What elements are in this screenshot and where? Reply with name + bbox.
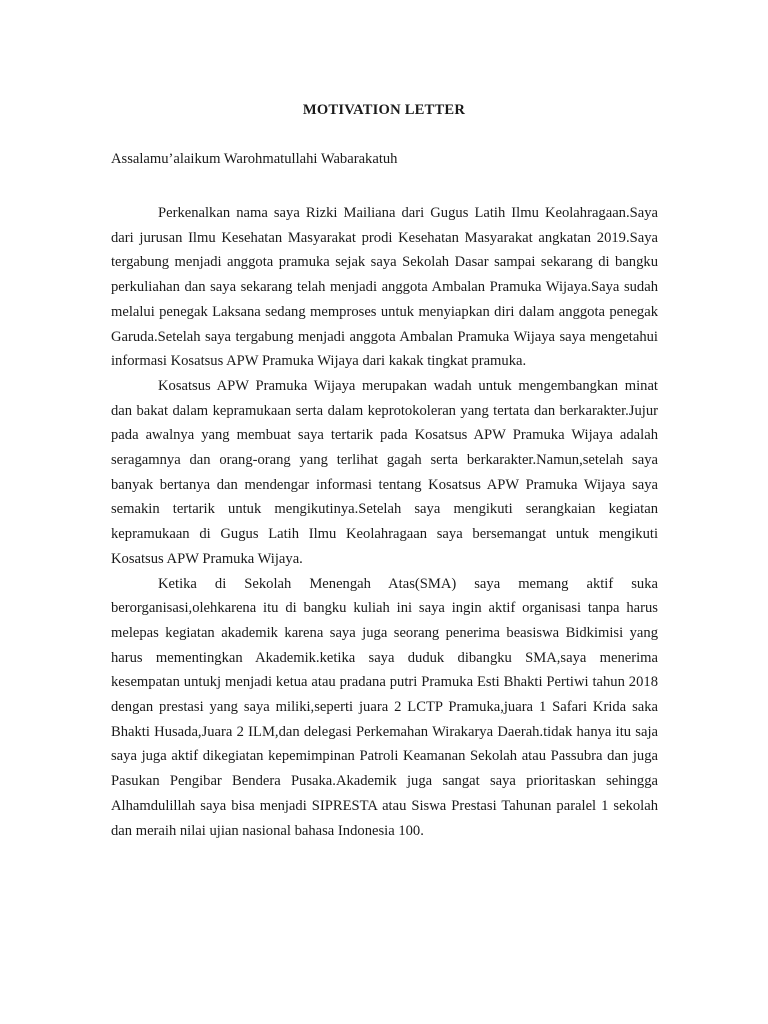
document-title: MOTIVATION LETTER	[302, 102, 466, 118]
letter-body	[111, 201, 658, 843]
greeting-line: Assalamu’alaikum Warohmatullahi Wabarakatuh	[111, 151, 398, 167]
paragraph-experience: Ketika di Sekolah Menengah Atas(SMA) saya memang aktif suka berorganisasi,olehkarena itu di bangku kuliah ini saya ingin aktif organisasi tanpa harus melepas kegiatan akademik karena saya juga seorang penerima beasiswa Bidkimisi yang harus mementingkan Akademik.ketika saya duduk dibangku SMA,saya menerima kesempatan untukj menjadi ketua atau pradana putri Pramuka Esti Bhakti Pertiwi tahun 2018 dengan prestasi yang saya miliki,seperti juara 2 LCTP Pramuka,juara 1 Safari Krida saka Bhakti Husada,Juara 2 ILM,dan delegasi Perkemahan Wirakarya Daerah.tidak hanya itu saja saya juga aktif dikegiatan kepemimpinan Patroli Keamanan Sekolah atau Passubra dan juga Pasukan Pengibar Bendera Pusaka.Akademik juga sangat saya prioritaskan sehingga Alhamdulillah saya bisa menjadi SIPRESTA atau Siswa Prestasi Tahunan paralel 1 sekolah dan meraih nilai ujian nasional bahasa Indonesia 100.	[111, 575, 658, 839]
paragraph-kosatsus: Kosatsus APW Pramuka Wijaya merupakan wadah untuk mengembangkan minat dan bakat dalam kepramukaan serta dalam keprotokoleran yang tertata dan berkarakter.Jujur pada awalnya yang membuat saya tertarik pada Kosatsus APW Pramuka Wijaya adalah seragamnya dan orang-orang yang terlihat gagah serta berkarakter.Namun,setelah saya banyak bertanya dan mendengar informasi tentang Kosatsus APW Pramuka Wijaya saya semakin tertarik untuk mengikutinya.Setelah saya mengikuti serangkaian kegiatan kepramukaan di Gugus Latih Ilmu Keolahragaan saya bersemangat untuk mengikuti Kosatsus APW Pramuka Wijaya.	[111, 377, 658, 567]
paragraph-introduction: Perkenalkan nama saya Rizki Mailiana dari Gugus Latih Ilmu Keolahragaan.Saya dari jurusan Ilmu Kesehatan Masyarakat prodi Kesehatan Masyarakat angkatan 2019.Saya tergabung menjadi anggota pramuka sejak saya Sekolah Dasar sampai sekarang di bangku perkuliahan dan saya sekarang telah menjadi anggota Ambalan Pramuka Wijaya.Saya sudah melalui penegak Laksana sedang memproses untuk menyiapkan diri dalam anggota penegak Garuda.Setelah saya tergabung menjadi anggota Ambalan Pramuka Wijaya saya mengetahui informasi Kosatsus APW Pramuka Wijaya dari kakak tingkat pramuka.	[111, 205, 658, 370]
